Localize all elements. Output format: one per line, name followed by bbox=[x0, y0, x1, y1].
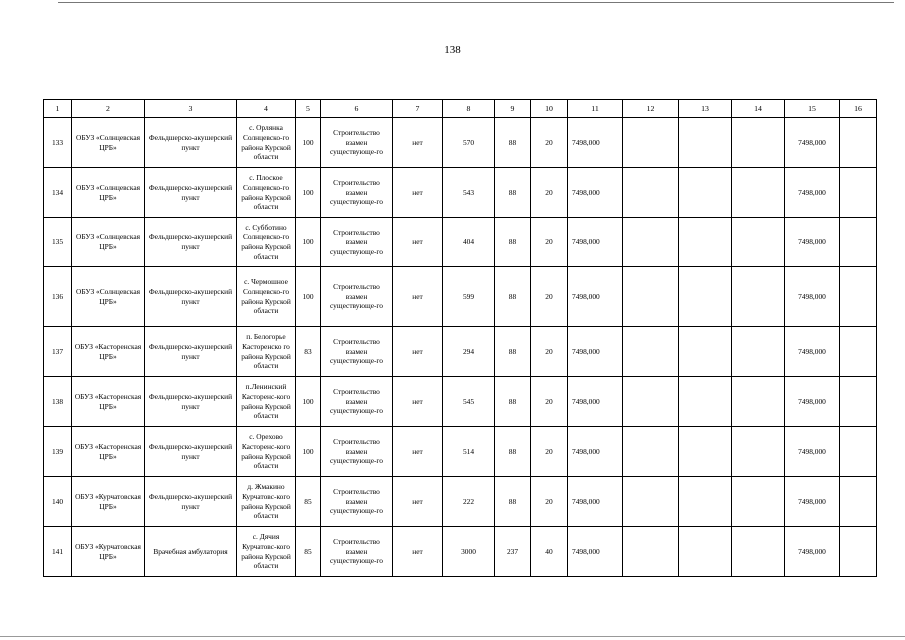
table-cell: с. Дячия Курчатовс-кого района Курской области bbox=[237, 527, 296, 577]
table-row bbox=[44, 427, 877, 477]
table-cell: Строительство взамен существующе-го bbox=[321, 427, 393, 477]
table-cell: 7498,000 bbox=[785, 218, 840, 267]
table-cell: 88 bbox=[495, 118, 531, 168]
table-cell: 7498,000 bbox=[568, 527, 623, 577]
table-cell: 133 bbox=[44, 118, 72, 168]
table-cell: нет bbox=[393, 527, 443, 577]
table-cell: ОБУЗ «Солнцевская ЦРБ» bbox=[72, 267, 145, 327]
table-cell bbox=[732, 427, 785, 477]
table-cell: Фельдшерско-акушерский пункт bbox=[145, 118, 237, 168]
table-cell: с. Орехово Касторенс-кого района Курской области bbox=[237, 427, 296, 477]
table-cell: Фельдшерско-акушерский пункт bbox=[145, 477, 237, 527]
table-cell: 88 bbox=[495, 267, 531, 327]
table-cell: 7498,000 bbox=[785, 327, 840, 377]
table-cell: Врачебная амбулатория bbox=[145, 527, 237, 577]
table-cell: 222 bbox=[443, 477, 495, 527]
table-row bbox=[44, 118, 877, 168]
header-row bbox=[44, 100, 877, 118]
column-header: 2 bbox=[72, 100, 145, 118]
column-header: 15 bbox=[785, 100, 840, 118]
table-cell bbox=[623, 527, 679, 577]
table-cell bbox=[623, 427, 679, 477]
table-cell bbox=[840, 118, 877, 168]
table-cell: 88 bbox=[495, 218, 531, 267]
table-cell: ОБУЗ «Курчатовская ЦРБ» bbox=[72, 477, 145, 527]
table-cell bbox=[679, 527, 732, 577]
table-cell: 3000 bbox=[443, 527, 495, 577]
table-cell: 83 bbox=[296, 327, 321, 377]
table-cell: ОБУЗ «Солнцевская ЦРБ» bbox=[72, 218, 145, 267]
column-header: 12 bbox=[623, 100, 679, 118]
table-cell: с. Плоское Солнцевско-го района Курской области bbox=[237, 168, 296, 218]
table-row bbox=[44, 218, 877, 267]
table-cell: д. Жмакино Курчатовс-кого района Курской области bbox=[237, 477, 296, 527]
table-cell bbox=[679, 477, 732, 527]
table-cell: ОБУЗ «Солнцевская ЦРБ» bbox=[72, 168, 145, 218]
table-cell bbox=[623, 377, 679, 427]
table-cell: 404 bbox=[443, 218, 495, 267]
table-cell bbox=[840, 267, 877, 327]
table-cell: 100 bbox=[296, 118, 321, 168]
table-cell: 543 bbox=[443, 168, 495, 218]
table-cell: ОБУЗ «Касторенская ЦРБ» bbox=[72, 427, 145, 477]
scan-edge-bottom bbox=[0, 636, 905, 637]
table-cell: нет bbox=[393, 218, 443, 267]
table-cell: Строительство взамен существующе-го bbox=[321, 527, 393, 577]
table-cell: Фельдшерско-акушерский пункт bbox=[145, 267, 237, 327]
table-cell bbox=[732, 477, 785, 527]
table-cell: 20 bbox=[531, 477, 568, 527]
table-cell bbox=[732, 267, 785, 327]
page-number: 138 bbox=[444, 44, 461, 56]
table-cell: 7498,000 bbox=[568, 267, 623, 327]
table-cell: 20 bbox=[531, 377, 568, 427]
column-header: 6 bbox=[321, 100, 393, 118]
table-cell: 85 bbox=[296, 527, 321, 577]
table-cell: 7498,000 bbox=[785, 377, 840, 427]
table-cell bbox=[623, 118, 679, 168]
table-cell bbox=[623, 267, 679, 327]
table-cell: 7498,000 bbox=[785, 118, 840, 168]
table-cell: 88 bbox=[495, 377, 531, 427]
table-cell: 7498,000 bbox=[785, 527, 840, 577]
table-cell bbox=[840, 377, 877, 427]
column-header: 9 bbox=[495, 100, 531, 118]
table-cell: 88 bbox=[495, 477, 531, 527]
table-cell: 85 bbox=[296, 477, 321, 527]
table-cell: п. Белогорье Касторенско го района Курской области bbox=[237, 327, 296, 377]
table-cell: нет bbox=[393, 267, 443, 327]
table-cell: с. Чермошное Солнцевско-го района Курской области bbox=[237, 267, 296, 327]
table-cell: Строительство взамен существующе-го bbox=[321, 327, 393, 377]
table-row bbox=[44, 527, 877, 577]
table-cell: 570 bbox=[443, 118, 495, 168]
table-cell: 88 bbox=[495, 327, 531, 377]
table-cell: 100 bbox=[296, 218, 321, 267]
table-cell bbox=[679, 377, 732, 427]
table-cell: Фельдшерско-акушерский пункт bbox=[145, 168, 237, 218]
table-cell: 20 bbox=[531, 427, 568, 477]
table-cell bbox=[679, 218, 732, 267]
table-cell: 20 bbox=[531, 327, 568, 377]
table-cell: 7498,000 bbox=[568, 427, 623, 477]
table-cell: 100 bbox=[296, 267, 321, 327]
table-cell: 7498,000 bbox=[785, 477, 840, 527]
table-cell bbox=[840, 218, 877, 267]
table-cell: 140 bbox=[44, 477, 72, 527]
table-cell: 237 bbox=[495, 527, 531, 577]
column-header: 7 bbox=[393, 100, 443, 118]
table-cell bbox=[840, 327, 877, 377]
table-cell: 138 bbox=[44, 377, 72, 427]
table-cell: 20 bbox=[531, 218, 568, 267]
column-header: 8 bbox=[443, 100, 495, 118]
table-cell: Строительство взамен существующе-го bbox=[321, 377, 393, 427]
column-header: 4 bbox=[237, 100, 296, 118]
table-cell: 7498,000 bbox=[568, 218, 623, 267]
table-body bbox=[44, 118, 877, 577]
table-cell bbox=[840, 527, 877, 577]
table-row bbox=[44, 477, 877, 527]
table-cell: ОБУЗ «Солнцевская ЦРБ» bbox=[72, 118, 145, 168]
table-cell bbox=[840, 427, 877, 477]
table-cell: Фельдшерско-акушерский пункт bbox=[145, 427, 237, 477]
table-cell: нет bbox=[393, 118, 443, 168]
column-header: 13 bbox=[679, 100, 732, 118]
table-cell bbox=[679, 427, 732, 477]
table-cell bbox=[732, 527, 785, 577]
table-cell: 599 bbox=[443, 267, 495, 327]
table-cell: 294 bbox=[443, 327, 495, 377]
table-cell: 135 bbox=[44, 218, 72, 267]
table-cell bbox=[679, 327, 732, 377]
table-cell: Строительство взамен существующе-го bbox=[321, 218, 393, 267]
table-cell: 7498,000 bbox=[568, 477, 623, 527]
scan-edge-top bbox=[58, 2, 894, 3]
table-cell: Строительство взамен существующе-го bbox=[321, 118, 393, 168]
table-row bbox=[44, 377, 877, 427]
table-cell bbox=[732, 377, 785, 427]
table-cell: 100 bbox=[296, 168, 321, 218]
table-cell: 88 bbox=[495, 427, 531, 477]
table-cell bbox=[679, 168, 732, 218]
table-cell: 137 bbox=[44, 327, 72, 377]
table-cell bbox=[623, 477, 679, 527]
table-cell: 20 bbox=[531, 118, 568, 168]
table-cell bbox=[623, 327, 679, 377]
table-cell bbox=[623, 218, 679, 267]
table-row bbox=[44, 267, 877, 327]
column-header: 3 bbox=[145, 100, 237, 118]
table-cell: 7498,000 bbox=[568, 327, 623, 377]
table-cell: 7498,000 bbox=[785, 427, 840, 477]
table-cell bbox=[679, 267, 732, 327]
data-table bbox=[43, 99, 877, 577]
table-cell: с. Субботино Солнцевско-го района Курской области bbox=[237, 218, 296, 267]
column-header: 5 bbox=[296, 100, 321, 118]
table-cell: 20 bbox=[531, 267, 568, 327]
column-header: 10 bbox=[531, 100, 568, 118]
table-cell bbox=[679, 118, 732, 168]
table-cell bbox=[623, 168, 679, 218]
table-cell: Строительство взамен существующе-го bbox=[321, 168, 393, 218]
table-cell: 139 bbox=[44, 427, 72, 477]
table-cell: 514 bbox=[443, 427, 495, 477]
table-cell: 136 bbox=[44, 267, 72, 327]
table-cell: нет bbox=[393, 168, 443, 218]
table-cell: Фельдшерско-акушерский пункт bbox=[145, 218, 237, 267]
column-header: 11 bbox=[568, 100, 623, 118]
table-cell: 141 bbox=[44, 527, 72, 577]
table-row bbox=[44, 168, 877, 218]
table-cell: нет bbox=[393, 327, 443, 377]
table-row bbox=[44, 327, 877, 377]
table-cell: 7498,000 bbox=[785, 267, 840, 327]
table-cell: ОБУЗ «Курчатовская ЦРБ» bbox=[72, 527, 145, 577]
table-cell: 100 bbox=[296, 427, 321, 477]
table-cell: нет bbox=[393, 427, 443, 477]
table-cell bbox=[840, 477, 877, 527]
table-cell: 7498,000 bbox=[568, 377, 623, 427]
table-cell: 7498,000 bbox=[785, 168, 840, 218]
table-cell: с. Орлянка Солнцевско-го района Курской области bbox=[237, 118, 296, 168]
table-cell: 7498,000 bbox=[568, 118, 623, 168]
table-cell: нет bbox=[393, 477, 443, 527]
table-cell: 7498,000 bbox=[568, 168, 623, 218]
table-cell: 100 bbox=[296, 377, 321, 427]
table-cell: Фельдшерско-акушерский пункт bbox=[145, 377, 237, 427]
table-cell bbox=[732, 327, 785, 377]
table-cell: Фельдшерско-акушерский пункт bbox=[145, 327, 237, 377]
table-cell bbox=[840, 168, 877, 218]
table-cell: п.Ленинский Касторенс-кого района Курской области bbox=[237, 377, 296, 427]
table-cell: 88 bbox=[495, 168, 531, 218]
table-cell bbox=[732, 118, 785, 168]
table-cell: 134 bbox=[44, 168, 72, 218]
table-cell: 545 bbox=[443, 377, 495, 427]
column-header: 16 bbox=[840, 100, 877, 118]
table-cell: ОБУЗ «Касторенская ЦРБ» bbox=[72, 327, 145, 377]
table-cell: 20 bbox=[531, 168, 568, 218]
table-cell: ОБУЗ «Касторенская ЦРБ» bbox=[72, 377, 145, 427]
table-cell: 40 bbox=[531, 527, 568, 577]
table-cell: Строительство взамен существующе-го bbox=[321, 267, 393, 327]
table-cell bbox=[732, 168, 785, 218]
table-cell: нет bbox=[393, 377, 443, 427]
column-header: 14 bbox=[732, 100, 785, 118]
column-header: 1 bbox=[44, 100, 72, 118]
table-cell bbox=[732, 218, 785, 267]
table-cell: Строительство взамен существующе-го bbox=[321, 477, 393, 527]
